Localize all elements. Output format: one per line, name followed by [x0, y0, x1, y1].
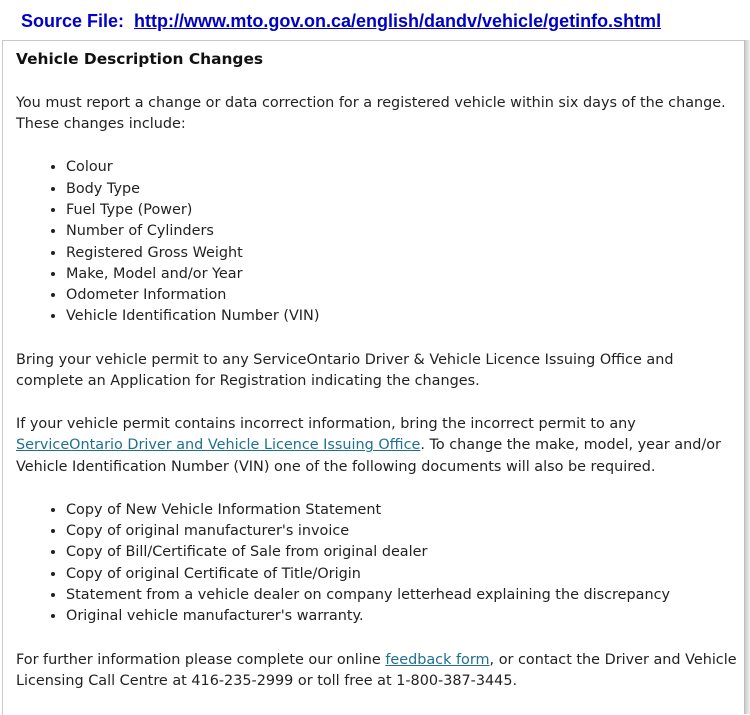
list-item: • Vehicle Identification Number (VIN) [66, 306, 738, 327]
source-line [21, 11, 661, 32]
incorrect-text-before: If your vehicle permit contains incorrect information, bring the incorrect permit to any [16, 416, 636, 433]
source-header [0, 0, 750, 40]
permit-paragraph: Bring your vehicle permit to any ServiceOntario Driver & Vehicle Licence Issuing Office and complete an Application for Registration indicating the changes. [16, 351, 674, 389]
incorrect-text-after: . To change the make, model, year and/or Vehicle Identification Number (VIN) one of the following documents will also be required. [16, 437, 721, 475]
incorrect-info-paragraph [16, 414, 738, 478]
list-item: • Copy of Bill/Certificate of Sale from original dealer [66, 542, 738, 563]
list-item: • Body Type [66, 179, 738, 200]
feedback-form-link[interactable]: feedback form [385, 651, 490, 668]
article-content [16, 49, 738, 714]
further-text-after: , or contact the Driver and Vehicle Licensing Call Centre at 416-235-2999 or toll free at 1-800-387-3445. [16, 651, 737, 689]
list-item: • Copy of original manufacturer's invoice [66, 521, 738, 542]
office-link[interactable]: ServiceOntario Driver and Vehicle Licence Issuing Office [16, 437, 421, 454]
further-text-before: For further information please complete our online [16, 651, 386, 668]
list-item: • Registered Gross Weight [66, 243, 738, 264]
document-list [16, 500, 738, 628]
content-frame [2, 40, 745, 715]
list-item: • Number of Cylinders [66, 221, 738, 242]
source-url-link[interactable]: http://www.mto.gov.on.ca/english/dandv/vehicle/getinfo.shtml [134, 11, 662, 31]
frame-shadow [744, 40, 750, 714]
list-item: • Odometer Information [66, 285, 738, 306]
list-item: • Original vehicle manufacturer's warranty. [66, 606, 738, 627]
list-item: • Copy of original Certificate of Title/Origin [66, 564, 738, 585]
source-label: Source File: [21, 11, 125, 31]
list-item: • Make, Model and/or Year [66, 264, 738, 285]
change-list [16, 157, 738, 327]
list-item: • Colour [66, 157, 738, 178]
further-info-paragraph [16, 650, 738, 692]
intro-paragraph: You must report a change or data correction for a registered vehicle within six days of the change. These changes include: [16, 95, 726, 133]
list-item: • Statement from a vehicle dealer on company letterhead explaining the discrepancy [66, 585, 738, 606]
list-item: • Copy of New Vehicle Information Statement [66, 500, 738, 521]
page-title: Vehicle Description Changes [16, 50, 264, 68]
list-item: • Fuel Type (Power) [66, 200, 738, 221]
